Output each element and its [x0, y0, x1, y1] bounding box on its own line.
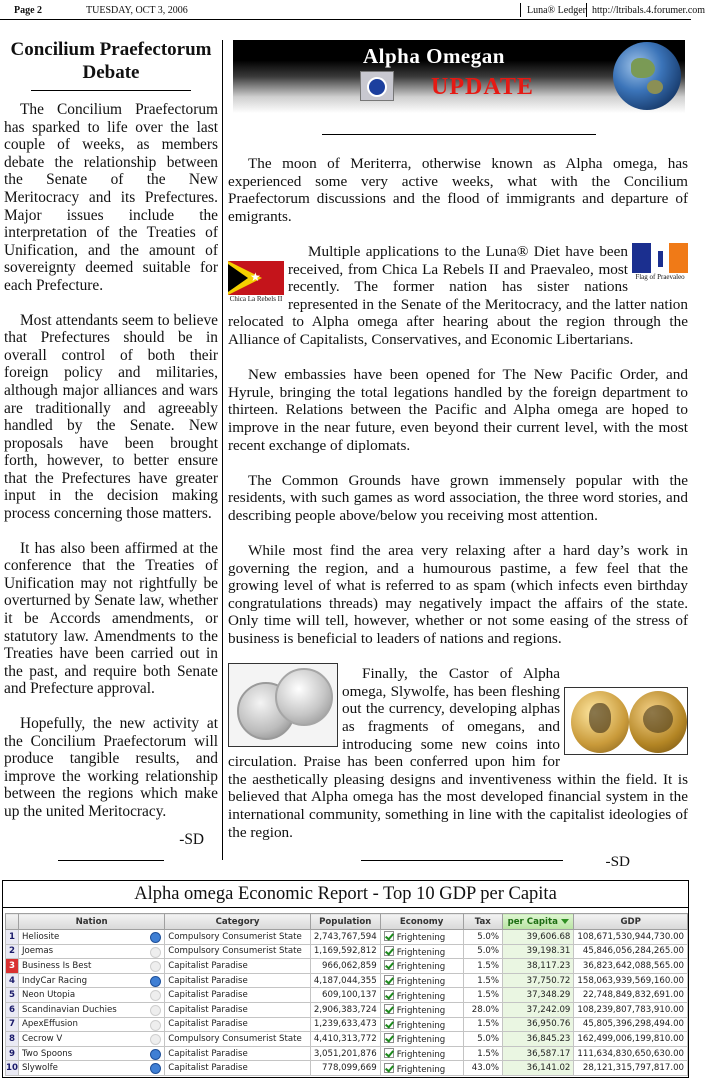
un-member-icon [150, 976, 161, 987]
un-member-icon [150, 1020, 161, 1031]
category-cell: Capitalist Paradise [165, 959, 311, 974]
gold-coins-image [564, 687, 688, 755]
tax-cell: 1.5% [463, 1046, 503, 1061]
tax-cell: 1.5% [463, 988, 503, 1003]
rank-cell: 5 [6, 988, 19, 1003]
table-header-row [6, 914, 688, 930]
table-row[interactable] [6, 944, 688, 959]
sort-desc-icon [561, 919, 569, 924]
praevaleo-flag [632, 243, 688, 283]
nation-name[interactable]: Neon Utopia [21, 990, 76, 1001]
table-row[interactable] [6, 930, 688, 945]
un-member-icon [150, 1005, 161, 1016]
gdp-cell: 162,499,006,199,810.00 [574, 1032, 688, 1047]
column-header-category[interactable]: Category [165, 914, 311, 930]
rank-cell: 10 [6, 1061, 19, 1076]
population-cell: 778,099,669 [310, 1061, 380, 1076]
rank-cell: 8 [6, 1032, 19, 1047]
footer-rule [361, 860, 563, 861]
check-icon [384, 946, 394, 956]
nation-cell[interactable] [18, 973, 164, 988]
economy-cell [380, 944, 463, 959]
nation-name[interactable]: Business Is Best [21, 960, 92, 971]
alpha-omega-flag-icon [360, 71, 394, 101]
economy-cell [380, 1032, 463, 1047]
gdp-table [5, 913, 688, 1076]
tax-cell: 28.0% [463, 1002, 503, 1017]
article-paragraph-with-coins [228, 665, 688, 841]
economy-cell [380, 1017, 463, 1032]
nation-cell[interactable] [18, 944, 164, 959]
gdp-cell: 45,805,396,298,494.00 [574, 1017, 688, 1032]
un-member-icon [150, 990, 161, 1001]
per-capita-cell: 38,117.23 [503, 959, 574, 974]
article-paragraph: New embassies have been opened for The New Pacific Order, and Hyrule, bringing the total legations handled by the foreign department to thirteen. Relations between the Pacific and Alpha omega are hoped to improve in the near future, even beyond their current level, with the most recent exchange of diplomats. [228, 366, 688, 454]
column-header-gdp[interactable]: GDP [574, 914, 688, 930]
economy-cell [380, 973, 463, 988]
un-member-icon [150, 1049, 161, 1060]
population-cell: 2,906,383,724 [310, 1002, 380, 1017]
paragraph-text: Multiple applications to the Luna® Diet have been received, from Chica La Rebels II and Praevaleo, most recently. The former nation has sister nations represented in the Senate of the Meritocracy, and the latter nation relocated to Alpha omega after hearing about the region through the Alliance of Capitalists, Conservatives, and Economic Libertarians. [228, 242, 688, 348]
rank-cell: 7 [6, 1017, 19, 1032]
gdp-cell: 36,823,642,088,565.00 [574, 959, 688, 974]
update-banner [233, 40, 685, 113]
article-headline: Concilium Praefectorum Debate [10, 39, 212, 83]
article-paragraph: While most find the area very relaxing after a hard day’s work in governing the region, and a humourous pastime, a few feel that the growing level of what is referred to as spam (which infects even birthday congratulations threads) may negatively impact the affairs of the state. Only time will tell, however, whether or not some easing of the stress of business is beneficial to leaders of nations and regions. [228, 542, 688, 648]
check-icon [384, 1033, 394, 1043]
tax-cell: 1.5% [463, 973, 503, 988]
gdp-cell: 28,121,315,797,817.00 [574, 1061, 688, 1076]
population-cell: 4,187,044,355 [310, 973, 380, 988]
globe-icon [613, 42, 681, 110]
star-icon: ★ [250, 269, 261, 284]
column-header-population[interactable]: Population [310, 914, 380, 930]
tax-cell: 5.0% [463, 944, 503, 959]
economy-value: Frightening [396, 1064, 446, 1075]
per-capita-cell: 37,750.72 [503, 973, 574, 988]
population-cell: 4,410,313,772 [310, 1032, 380, 1047]
page-number: Page 2 [14, 5, 43, 16]
per-capita-cell: 37,348.29 [503, 988, 574, 1003]
right-article [228, 155, 688, 871]
gdp-cell: 22,748,849,832,691.00 [574, 988, 688, 1003]
economy-value: Frightening [396, 947, 446, 958]
economy-cell [380, 930, 463, 945]
header-divider [586, 3, 587, 17]
per-capita-cell: 36,950.76 [503, 1017, 574, 1032]
category-cell: Compulsory Consumerist State [165, 944, 311, 959]
nation-name[interactable]: Joemas [21, 946, 54, 957]
nation-name[interactable]: Scandinavian Duchies [21, 1004, 117, 1015]
publication-name: Luna® Ledger [527, 5, 586, 16]
column-header-nation[interactable]: Nation [18, 914, 164, 930]
economy-cell [380, 1061, 463, 1076]
economy-value: Frightening [396, 977, 446, 988]
per-capita-cell: 39,198.31 [503, 944, 574, 959]
rank-cell: 9 [6, 1046, 19, 1061]
nation-name[interactable]: Cecrow V [21, 1033, 63, 1044]
nation-name[interactable]: Heliosite [21, 931, 60, 942]
article-paragraph-with-flags [228, 243, 688, 349]
rank-cell: 6 [6, 1002, 19, 1017]
rank-cell: 1 [6, 930, 19, 945]
table-row[interactable] [6, 988, 688, 1003]
category-cell: Capitalist Paradise [165, 1002, 311, 1017]
check-icon [384, 1063, 394, 1073]
economic-report [2, 880, 689, 1078]
category-cell: Capitalist Paradise [165, 988, 311, 1003]
economy-value: Frightening [396, 962, 446, 973]
gdp-cell: 111,634,830,650,630.00 [574, 1046, 688, 1061]
nation-cell[interactable] [18, 1046, 164, 1061]
tax-cell: 1.5% [463, 959, 503, 974]
economy-cell [380, 959, 463, 974]
rank-cell: 4 [6, 973, 19, 988]
headline-rule [31, 90, 191, 91]
article-paragraph: The Common Grounds have grown immensely popular with the residents, with such games as word association, the three word stories, and describing people above/below you receiving most attention. [228, 471, 688, 524]
column-header-per-capita[interactable]: per Capita [503, 914, 574, 930]
population-cell: 966,062,859 [310, 959, 380, 974]
table-row[interactable] [6, 1017, 688, 1032]
gdp-cell: 108,239,807,783,910.00 [574, 1002, 688, 1017]
check-icon [384, 1048, 394, 1058]
article-paragraph: The Concilium Praefectorum has sparked to life over the last couple of weeks, as members debate the relationship between the Senate of the New Meritocracy and its Prefectures. Major issues include the interpretation of the Treaties of Unification, and the amount of sovereignty deemed suitable for each Prefecture. [4, 101, 218, 294]
per-capita-cell: 36,845.23 [503, 1032, 574, 1047]
check-icon [384, 990, 394, 1000]
population-cell: 1,239,633,473 [310, 1017, 380, 1032]
article-paragraph: Most attendants seem to believe that Prefectures should be in overall control of both their foreign policy and militaries, although major alliances and wars are traditionally and agreeably handled by the Senate. New proposals have been brought forth, however, to better ensure that the Prefectures have greater input in the decision making process concerning those matters. [4, 311, 218, 523]
header-divider [520, 3, 521, 17]
nation-cell[interactable] [18, 1061, 164, 1076]
table-row[interactable] [6, 1046, 688, 1061]
economy-cell [380, 1002, 463, 1017]
article-paragraph: The moon of Meriterra, otherwise known as Alpha omega, has experienced some very active weeks, what with the Concilium Praefectorum discussions and the flood of immigrants and departure of emigrants. [228, 155, 688, 225]
nation-cell[interactable] [18, 1017, 164, 1032]
banner-subtitle: UPDATE [431, 74, 534, 100]
left-article [4, 38, 218, 848]
category-cell: Capitalist Paradise [165, 1061, 311, 1076]
per-capita-cell: 36,587.17 [503, 1046, 574, 1061]
category-cell: Compulsory Consumerist State [165, 930, 311, 945]
silver-coins-image [228, 663, 338, 747]
flag-caption: Chica La Rebels II [229, 294, 283, 303]
category-cell: Capitalist Paradise [165, 1017, 311, 1032]
tax-cell: 43.0% [463, 1061, 503, 1076]
issue-date: TUESDAY, OCT 3, 2006 [86, 5, 188, 16]
cross-icon [658, 251, 663, 267]
un-member-icon [150, 932, 161, 943]
rank-cell: 3 [6, 959, 19, 974]
chica-la-rebels-flag [228, 261, 284, 307]
tax-cell: 1.5% [463, 1017, 503, 1032]
report-title: Alpha omega Economic Report - Top 10 GDP per Capita [3, 881, 688, 908]
table-row[interactable] [6, 973, 688, 988]
economy-cell [380, 1046, 463, 1061]
rank-header [6, 914, 19, 930]
economy-value: Frightening [396, 1050, 446, 1061]
nation-cell[interactable] [18, 959, 164, 974]
tax-cell: 5.0% [463, 930, 503, 945]
un-member-icon [150, 947, 161, 958]
table-row[interactable] [6, 959, 688, 974]
check-icon [384, 1019, 394, 1029]
economy-cell [380, 988, 463, 1003]
nation-cell[interactable] [18, 1002, 164, 1017]
per-capita-cell: 37,242.09 [503, 1002, 574, 1017]
table-row[interactable] [6, 1061, 688, 1076]
article-signature: -SD [179, 830, 204, 848]
column-header-economy[interactable]: Economy [380, 914, 463, 930]
article-paragraph: Hopefully, the new activity at the Concilium Praefectorum will produce tangible results, and improve the working relationship between the regions which make up the united Meritocracy. [4, 715, 218, 820]
gdp-cell: 108,671,530,944,730.00 [574, 930, 688, 945]
un-member-icon [150, 961, 161, 972]
economy-value: Frightening [396, 933, 446, 944]
section-rule [322, 134, 596, 135]
economy-value: Frightening [396, 1035, 446, 1046]
per-capita-cell: 36,141.02 [503, 1061, 574, 1076]
publication-url: http://ltribals.4.forumer.com [592, 5, 705, 16]
nation-name[interactable]: ApexEffusion [21, 1019, 78, 1030]
nation-name[interactable]: Two Spoons [21, 1048, 73, 1059]
economy-value: Frightening [396, 991, 446, 1002]
column-divider [222, 40, 223, 860]
check-icon [384, 931, 394, 941]
economy-value: Frightening [396, 1020, 446, 1031]
column-header-tax[interactable]: Tax [463, 914, 503, 930]
tax-cell: 5.0% [463, 1032, 503, 1047]
economy-value: Frightening [396, 1006, 446, 1017]
gdp-cell: 45,846,056,284,265.00 [574, 944, 688, 959]
nation-name[interactable]: Slywolfe [21, 1063, 58, 1074]
check-icon [384, 975, 394, 985]
population-cell: 2,743,767,594 [310, 930, 380, 945]
nation-cell[interactable] [18, 930, 164, 945]
banner-title: Alpha Omegan [363, 44, 505, 68]
un-member-icon [150, 1063, 161, 1074]
nation-cell[interactable] [18, 1032, 164, 1047]
category-cell: Capitalist Paradise [165, 973, 311, 988]
rank-cell: 2 [6, 944, 19, 959]
nation-name[interactable]: IndyCar Racing [21, 975, 88, 986]
population-cell: 609,100,137 [310, 988, 380, 1003]
table-row[interactable] [6, 1032, 688, 1047]
footer-rule [58, 860, 164, 861]
article-paragraph: It has also been affirmed at the conference that the Treaties of Unification may not rightfully be overturned by Senate law, whether it be Accords amendments, or statutory law. Amendments to the Treaties have been carried out in the past, and require both Senate and Prefecture approval. [4, 539, 218, 698]
paragraph-text: Finally, the Castor of Alpha omega, Slywolfe, has been fleshing out the currency, developing alphas as fragments of omegans, and introducing some new coins into circulation. Praise has been conferred upon him for the aesthetically pleasing designs and inventiveness within the field. It is believed that Alpha omega has the most developed financial system in the international community, something in line with the capitalist ideologies of the region. [228, 665, 688, 841]
check-icon [384, 1004, 394, 1014]
category-cell: Compulsory Consumerist State [165, 1032, 311, 1047]
population-cell: 1,169,592,812 [310, 944, 380, 959]
nation-cell[interactable] [18, 988, 164, 1003]
population-cell: 3,051,201,876 [310, 1046, 380, 1061]
article-signature: -SD [605, 853, 630, 871]
page-header [0, 0, 705, 20]
check-icon [384, 960, 394, 970]
table-row[interactable] [6, 1002, 688, 1017]
per-capita-cell: 39,606.68 [503, 930, 574, 945]
flag-caption: Flag of Praevaleo [635, 272, 685, 281]
un-member-icon [150, 1034, 161, 1045]
category-cell: Capitalist Paradise [165, 1046, 311, 1061]
gdp-cell: 158,063,939,569,160.00 [574, 973, 688, 988]
